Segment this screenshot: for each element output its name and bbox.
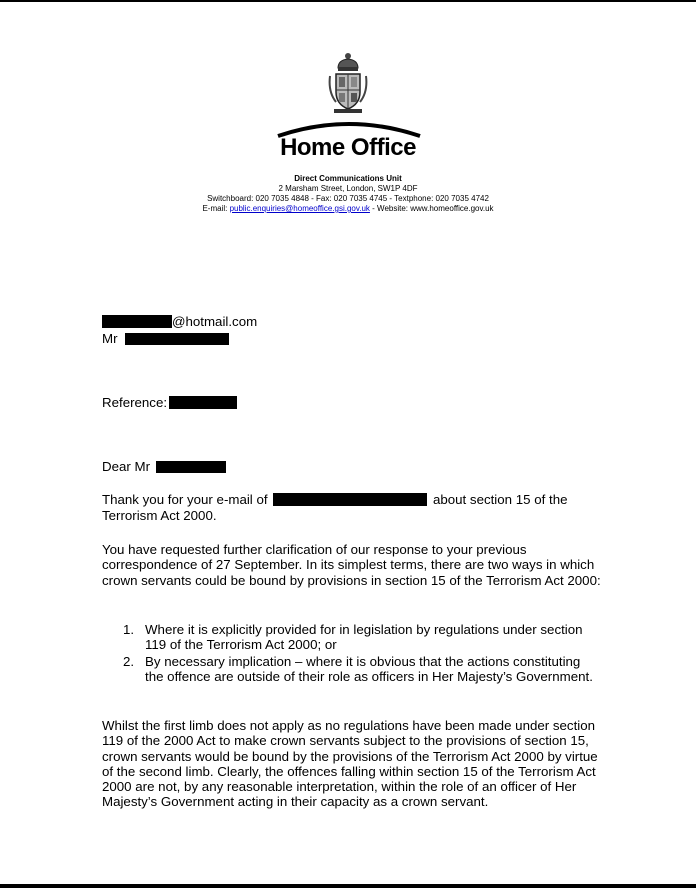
recipient-title: Mr bbox=[102, 331, 118, 346]
royal-coat-of-arms-icon bbox=[327, 52, 369, 114]
page-top-border bbox=[0, 0, 696, 2]
redaction-box bbox=[169, 396, 237, 409]
redaction-box bbox=[273, 493, 427, 506]
organisation-name: Home Office bbox=[280, 134, 416, 161]
paragraph-3 bbox=[102, 718, 602, 810]
redaction-box bbox=[125, 333, 229, 345]
list-number: 1. bbox=[123, 622, 135, 637]
list-item bbox=[123, 622, 593, 653]
paragraph-2 bbox=[102, 542, 602, 588]
unit-name: Direct Communications Unit bbox=[294, 174, 402, 183]
recipient-email bbox=[102, 314, 257, 330]
address-line: 2 Marsham Street, London, SW1P 4DF bbox=[278, 184, 418, 193]
phone-line: Switchboard: 020 7035 4848 - Fax: 020 7035 4745 - Textphone: 020 7035 4742 bbox=[207, 194, 489, 203]
email-label: E-mail: bbox=[202, 204, 230, 213]
reference-label: Reference: bbox=[102, 395, 168, 410]
contact-line bbox=[0, 204, 696, 214]
list-number: 2. bbox=[123, 654, 135, 669]
greeting bbox=[102, 459, 226, 475]
paragraph-1-line-2: Terrorism Act 2000. bbox=[102, 508, 217, 523]
list-text: Where it is explicitly provided for in legislation by regulations under section 119 of the Terrorism Act 2000; or bbox=[145, 622, 583, 653]
list-text: By necessary implication – where it is obvious that the actions constituting the offence are outside of their role as officers in Her Majesty’s Government. bbox=[145, 654, 593, 685]
recipient-name bbox=[102, 331, 229, 347]
website-text: - Website: www.homeoffice.gov.uk bbox=[369, 204, 494, 213]
redaction-box bbox=[102, 315, 172, 328]
list-item bbox=[123, 654, 593, 685]
reference-line bbox=[102, 395, 237, 411]
paragraph-1-start: Thank you for your e-mail of bbox=[102, 492, 268, 507]
paragraph-3-text: Whilst the first limb does not apply as no regulations have been made under section 119 of the 2000 Act to make crown servants subject to the provisions of section 15, crown servants would be bound by the provisions of the Terrorism Act 2000 by virtue of the second limb. Clearly, the offences falling within section 15 of the Terrorism Act 2000 are not, by any reasonable interpretation, within the role of an officer of Her Majesty’s Government acting in their capacity as a crown servant. bbox=[102, 718, 598, 810]
email-link[interactable]: public.enquiries@homeoffice.gsi.gov.uk bbox=[229, 204, 370, 213]
page-bottom-border bbox=[0, 884, 696, 888]
greeting-text: Dear Mr bbox=[102, 459, 151, 474]
paragraph-1-end: about section 15 of the bbox=[432, 492, 568, 507]
recipient-email-domain: @hotmail.com bbox=[172, 314, 258, 329]
redaction-box bbox=[156, 461, 226, 473]
paragraph-1-line-1 bbox=[102, 492, 568, 508]
paragraph-2-text: You have requested further clarification of our response to your previous correspondence of 27 September. In its simplest terms, there are two ways in which crown servants could be bound by provisions in section 15 of the Terrorism Act 2000: bbox=[102, 542, 601, 588]
